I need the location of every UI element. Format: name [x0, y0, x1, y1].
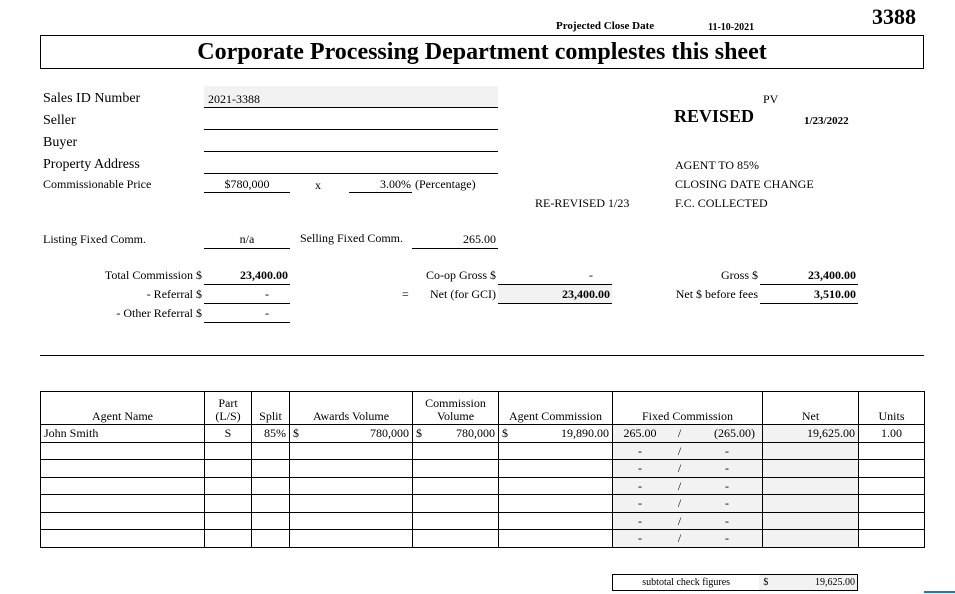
net-cell: 19,625.00 — [763, 425, 859, 443]
projected-close-value: 11-10-2021 — [708, 22, 755, 33]
commission-volume-cell[interactable] — [413, 442, 499, 460]
table-header-row — [41, 392, 925, 425]
projected-close-label: Projected Close Date — [556, 20, 655, 32]
selection-indicator — [924, 591, 955, 593]
coop-gross-value[interactable]: - — [589, 268, 593, 282]
fixed-commission-cell[interactable] — [613, 512, 763, 530]
listing-fixed-underline — [204, 248, 290, 249]
section-divider — [40, 355, 924, 356]
commission-volume-value: 780,000 — [456, 426, 495, 441]
fixed-commission-left: - — [638, 478, 642, 493]
net-before-fees-value[interactable]: 3,510.00 — [814, 287, 856, 301]
total-commission-label: Total Commission $ — [104, 268, 202, 282]
equals-sign: = — [402, 287, 409, 301]
agent-commission-cell[interactable] — [499, 442, 613, 460]
gross-label: Gross $ — [720, 268, 758, 282]
sales-id-label: Sales ID Number — [43, 91, 141, 106]
part-cell[interactable] — [205, 460, 252, 478]
awards-volume-cell[interactable] — [290, 442, 413, 460]
selling-fixed-underline — [412, 248, 498, 249]
agent-commission-cell[interactable] — [499, 495, 613, 513]
referral-label: - Referral $ — [146, 287, 202, 301]
fixed-commission-right: - — [725, 478, 729, 493]
split-cell[interactable] — [252, 512, 290, 530]
agent-name-cell[interactable]: John Smith — [41, 425, 205, 443]
agent-name-cell[interactable] — [41, 460, 205, 478]
net-before-fees-label: Net $ before fees — [675, 287, 758, 301]
re-revised-note: RE-REVISED 1/23 — [535, 196, 630, 210]
part-cell[interactable]: S — [205, 425, 252, 443]
percentage-value[interactable]: 3.00% — [380, 177, 411, 191]
split-cell[interactable] — [252, 442, 290, 460]
selling-fixed-label: Selling Fixed Comm. — [300, 231, 404, 245]
col-awards-volume: Awards Volume — [290, 392, 413, 425]
other-referral-underline — [204, 322, 290, 323]
other-referral-value[interactable]: - — [265, 306, 269, 320]
col-commission-volume — [413, 392, 499, 425]
subtotal-box — [612, 574, 858, 591]
commission-volume-cell[interactable] — [413, 460, 499, 478]
initials: PV — [763, 92, 779, 106]
net-before-fees-underline — [760, 303, 858, 304]
net-cell — [763, 530, 859, 548]
part-cell[interactable] — [205, 512, 252, 530]
listing-fixed-label: Listing Fixed Comm. — [43, 232, 147, 246]
commission-volume-cell[interactable] — [413, 495, 499, 513]
table-row — [41, 425, 925, 443]
col-fixed-commission: Fixed Commission — [613, 392, 763, 425]
table-row — [41, 495, 925, 513]
awards-volume-cell[interactable] — [290, 530, 413, 548]
fixed-commission-right: - — [725, 531, 729, 546]
note-agent-85: AGENT TO 85% — [675, 158, 759, 172]
commissionable-price-value[interactable]: $780,000 — [224, 177, 270, 191]
fixed-commission-separator: / — [677, 531, 682, 546]
units-cell[interactable] — [859, 477, 925, 495]
seller-field[interactable] — [208, 114, 498, 128]
col-commission-volume-line2: Volume — [436, 409, 475, 423]
agent-commission-cell[interactable] — [499, 477, 613, 495]
part-cell[interactable] — [205, 442, 252, 460]
awards-volume-cell[interactable] — [290, 495, 413, 513]
awards-volume-cell[interactable] — [290, 460, 413, 478]
units-cell[interactable] — [859, 530, 925, 548]
awards-currency: $ — [293, 426, 299, 441]
buyer-underline — [204, 151, 498, 152]
seller-underline — [204, 129, 498, 130]
fixed-commission-left: - — [638, 531, 642, 546]
selling-fixed-value[interactable]: 265.00 — [463, 232, 496, 246]
units-cell[interactable] — [859, 512, 925, 530]
note-fc-collected: F.C. COLLECTED — [675, 196, 768, 210]
fixed-commission-right: - — [725, 461, 729, 476]
agent-name-cell[interactable] — [41, 442, 205, 460]
fixed-commission-separator: / — [677, 478, 682, 493]
agent-commission-currency: $ — [502, 426, 508, 441]
col-part — [205, 392, 252, 425]
units-cell[interactable] — [859, 495, 925, 513]
agent-name-cell[interactable] — [41, 530, 205, 548]
agent-table — [40, 391, 925, 548]
agent-commission-cell[interactable] — [499, 530, 613, 548]
fixed-commission-left: - — [638, 513, 642, 528]
subtotal-currency: $ — [763, 577, 769, 588]
fixed-commission-right: (265.00) — [714, 426, 755, 441]
subtotal-value: 19,625.00 — [815, 577, 855, 588]
percentage-label: (Percentage) — [415, 177, 476, 191]
col-part-line2: (L/S) — [215, 409, 241, 423]
price-underline — [204, 192, 290, 193]
sheet-number: 3388 — [872, 4, 916, 29]
table-row — [41, 512, 925, 530]
fixed-commission-left: - — [638, 496, 642, 511]
fixed-commission-right: - — [725, 496, 729, 511]
commission-volume-currency: $ — [416, 426, 422, 441]
commission-volume-cell[interactable] — [413, 530, 499, 548]
split-cell[interactable] — [252, 477, 290, 495]
net-cell — [763, 495, 859, 513]
fixed-commission-separator: / — [677, 496, 682, 511]
table-row — [41, 460, 925, 478]
commission-volume-cell[interactable] — [413, 425, 499, 443]
note-closing-date: CLOSING DATE CHANGE — [675, 177, 814, 191]
table-row — [41, 530, 925, 548]
part-cell[interactable] — [205, 477, 252, 495]
coop-gross-label: Co-op Gross $ — [425, 268, 496, 282]
listing-fixed-value[interactable]: n/a — [239, 232, 255, 246]
fixed-commission-separator: / — [677, 443, 682, 458]
net-cell — [763, 512, 859, 530]
fixed-commission-left: 265.00 — [623, 426, 657, 441]
fixed-commission-cell[interactable] — [613, 460, 763, 478]
referral-underline — [204, 303, 290, 304]
table-row — [41, 477, 925, 495]
awards-value: 780,000 — [370, 426, 409, 441]
commissionable-price-label: Commissionable Price — [43, 177, 152, 191]
col-part-line1: Part — [218, 396, 238, 410]
page-title: Corporate Processing Department complestes this sheet — [197, 39, 767, 65]
buyer-field[interactable] — [208, 136, 498, 150]
table-row — [41, 442, 925, 460]
property-address-underline — [204, 173, 498, 174]
net-gci-value[interactable]: 23,400.00 — [562, 287, 610, 301]
units-cell[interactable] — [859, 442, 925, 460]
total-commission-value[interactable]: 23,400.00 — [240, 268, 288, 282]
net-gci-label: Net (for GCI) — [430, 287, 496, 301]
commission-volume-cell[interactable] — [413, 512, 499, 530]
fixed-commission-right: - — [725, 513, 729, 528]
gross-value[interactable]: 23,400.00 — [808, 268, 856, 282]
referral-value[interactable]: - — [265, 287, 269, 301]
net-cell — [763, 442, 859, 460]
split-cell[interactable] — [252, 530, 290, 548]
awards-volume-cell[interactable] — [290, 512, 413, 530]
fixed-commission-cell[interactable] — [613, 425, 763, 443]
fixed-commission-cell[interactable] — [613, 495, 763, 513]
fixed-commission-separator: / — [677, 426, 682, 441]
agent-commission-cell[interactable] — [499, 512, 613, 530]
times-sign: x — [315, 178, 321, 192]
fixed-commission-cell[interactable] — [613, 530, 763, 548]
units-cell[interactable] — [859, 460, 925, 478]
col-commission-volume-line1: Commission — [425, 396, 486, 410]
fixed-commission-left: - — [638, 461, 642, 476]
col-net: Net — [763, 392, 859, 425]
subtotal-label: subtotal check figures — [642, 577, 731, 588]
col-agent-commission: Agent Commission — [499, 392, 613, 425]
net-gci-underline — [498, 303, 612, 304]
fixed-commission-separator: / — [677, 461, 682, 476]
property-address-field[interactable] — [208, 158, 498, 172]
agent-name-cell[interactable] — [41, 512, 205, 530]
split-cell[interactable]: 85% — [252, 425, 290, 443]
seller-label: Seller — [43, 113, 76, 128]
total-commission-underline — [204, 284, 290, 285]
buyer-label: Buyer — [43, 135, 78, 150]
units-cell[interactable]: 1.00 — [859, 425, 925, 443]
col-units: Units — [859, 392, 925, 425]
split-cell[interactable] — [252, 495, 290, 513]
col-agent-name: Agent Name — [41, 392, 205, 425]
part-cell[interactable] — [205, 530, 252, 548]
sales-id-underline — [204, 107, 498, 108]
awards-volume-cell[interactable] — [290, 425, 413, 443]
revised-heading: REVISED — [674, 106, 755, 126]
fixed-commission-separator: / — [677, 513, 682, 528]
fixed-commission-left: - — [638, 443, 642, 458]
commission-volume-cell[interactable] — [413, 477, 499, 495]
property-address-label: Property Address — [43, 157, 140, 172]
other-referral-label: - Other Referral $ — [116, 306, 202, 320]
net-cell — [763, 477, 859, 495]
agent-name-cell[interactable] — [41, 495, 205, 513]
agent-commission-cell[interactable] — [499, 460, 613, 478]
sales-id-field[interactable]: 2021-3388 — [204, 86, 498, 107]
title-box — [40, 35, 924, 69]
percentage-underline — [349, 192, 412, 193]
part-cell[interactable] — [205, 495, 252, 513]
agent-name-cell[interactable] — [41, 477, 205, 495]
gross-underline — [760, 284, 858, 285]
fixed-commission-cell[interactable] — [613, 477, 763, 495]
awards-volume-cell[interactable] — [290, 477, 413, 495]
revised-date: 1/23/2022 — [804, 115, 849, 127]
net-cell — [763, 460, 859, 478]
agent-commission-value: 19,890.00 — [561, 426, 609, 441]
split-cell[interactable] — [252, 460, 290, 478]
agent-commission-cell[interactable] — [499, 425, 613, 443]
fixed-commission-cell[interactable] — [613, 442, 763, 460]
col-split: Split — [252, 392, 290, 425]
fixed-commission-right: - — [725, 443, 729, 458]
